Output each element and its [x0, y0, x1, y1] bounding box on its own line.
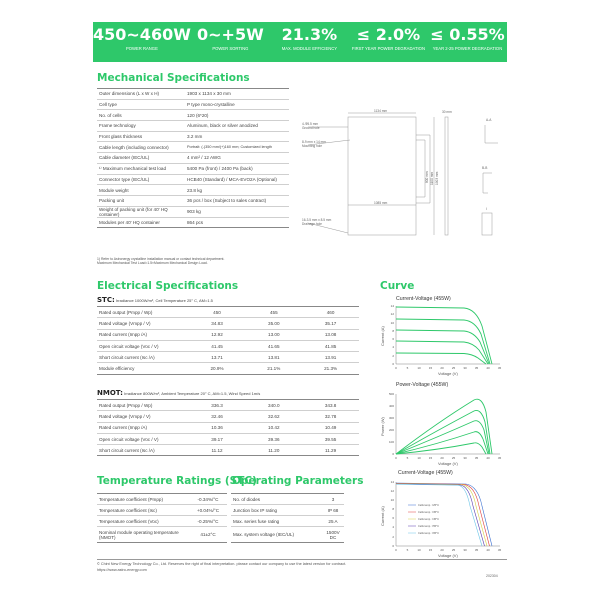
- svg-text:0: 0: [395, 366, 397, 370]
- svg-text:Power (W): Power (W): [380, 417, 385, 436]
- svg-text:6: 6: [392, 337, 394, 341]
- table-row: Nominal module operating temperature (NMOT) 41±2°C: [97, 527, 227, 543]
- temperature-title: Temperature Ratings (STC): [97, 475, 257, 487]
- kpi-efficiency: 21.3% MAX. MODULE EFFICIENCY: [281, 25, 338, 51]
- temperature-table: [97, 493, 227, 543]
- svg-text:300: 300: [388, 416, 394, 420]
- svg-text:0: 0: [395, 548, 397, 552]
- svg-text:0: 0: [392, 362, 394, 366]
- table-row: Rated current (Impp /A) 10.36 10.42 10.49: [97, 422, 359, 433]
- svg-text:Cells temp. =25°C: Cells temp. =25°C: [418, 504, 440, 507]
- table-row: Temperature coefficient (Isc) +0.04%/°C: [97, 505, 227, 516]
- iv-chart-temperature: Current-Voltage (455W) 0 2 4 6 8 10 12 14 0 5 10 15 20 25 30 35 40 45 Voltage (V) Current (A) Cells temp. =25°C Cells temp. =35°C Cells temp. =45°C Cells temp. =55°C Cells temp. =65°C: [380, 470, 502, 558]
- table-row: Rated voltage (Vmpp / V) 34.83 35.00 35.17: [97, 318, 359, 329]
- svg-text:800 mm: 800 mm: [425, 171, 429, 183]
- table-row: Temperature coefficient (Voc) -0.25%/°C: [97, 516, 227, 527]
- table-row: Modules per 40' HQ container 864 pcs: [97, 217, 289, 228]
- drawing-width-label: 1134 mm: [374, 109, 388, 113]
- svg-text:25: 25: [451, 548, 456, 552]
- table-row: Junction box IP rating IP 68: [231, 505, 344, 516]
- svg-text:5: 5: [406, 548, 409, 552]
- table-row: Open circuit voltage (Voc / V) 41.45 41.65 41.85: [97, 340, 359, 351]
- svg-text:12: 12: [390, 312, 394, 316]
- svg-text:40: 40: [486, 456, 490, 460]
- svg-text:Ground hole: Ground hole: [302, 126, 320, 130]
- svg-text:A-A: A-A: [486, 118, 492, 122]
- svg-text:10: 10: [417, 548, 421, 552]
- svg-text:4: 4: [392, 345, 394, 349]
- svg-text:45: 45: [497, 366, 502, 370]
- svg-text:16-3.5 mm x 8.5 mm: 16-3.5 mm x 8.5 mm: [302, 218, 332, 222]
- svg-text:8: 8: [392, 507, 394, 511]
- operating-table: [231, 493, 344, 543]
- stc-table: [97, 306, 359, 375]
- mechanical-footnote: 1) Refer to Astronergy crystalline installation manual or contact technical department. Maximum Mechanical Test Load=1.5×Maximum Mechanical Design Load.: [97, 257, 225, 266]
- kpi-power-range: 450~460W POWER RANGE: [93, 25, 191, 51]
- svg-text:30 mm: 30 mm: [442, 110, 452, 114]
- svg-text:12: 12: [390, 489, 394, 493]
- table-row: Connector type (IEC/UL) HCB40 (Standard) / MCA-EVO2A (Optional): [97, 174, 289, 185]
- kpi-power-sorting: 0~+5W POWER SORTING: [197, 25, 264, 51]
- svg-text:400: 400: [388, 404, 394, 408]
- svg-text:10: 10: [417, 456, 421, 460]
- operating-title: Operating Parameters: [232, 475, 364, 487]
- svg-text:35: 35: [474, 548, 479, 552]
- table-row: Cell type P type mono-crystalline: [97, 99, 289, 110]
- table-row: Max. system voltage (IEC/UL) 1500V DC: [231, 527, 344, 543]
- table-row: ¹⁾ Maximum mechanical test load 5400 Pa (front) / 2400 Pa (back): [97, 163, 289, 174]
- table-row: Module efficiency 20.9% 21.1% 21.3%: [97, 363, 359, 374]
- svg-text:10: 10: [390, 321, 394, 325]
- table-row: Rated voltage (Vmpp / V) 32.46 32.62 32.78: [97, 411, 359, 422]
- svg-text:8: 8: [392, 329, 394, 333]
- table-row: Outer dimensions (L x W x H) 1903 x 1134 x 30 mm: [97, 89, 289, 100]
- table-row: Weight of packing unit (for 40' HQ container) 903 kg: [97, 206, 289, 217]
- svg-text:8-9 mm x 14 mm: 8-9 mm x 14 mm: [302, 140, 326, 144]
- svg-text:4: 4: [392, 525, 394, 529]
- drawing-inner-width-label: 1085 mm: [374, 201, 388, 205]
- electrical-title: Electrical Specifications: [97, 280, 239, 292]
- table-row: Max. series fuse rating 25 A: [231, 516, 344, 527]
- svg-text:40: 40: [486, 548, 490, 552]
- svg-text:200: 200: [388, 428, 394, 432]
- svg-text:35: 35: [474, 456, 479, 460]
- svg-text:0: 0: [392, 452, 394, 456]
- svg-text:5: 5: [406, 366, 409, 370]
- table-row: Cable length (including connector) Portrait: (-)350 mm/(+)160 mm; Customized length: [97, 142, 289, 153]
- svg-text:6: 6: [392, 516, 394, 520]
- table-row: Short circuit current (Isc /A) 11.12 11.20 11.29: [97, 445, 359, 456]
- svg-text:Voltage (V): Voltage (V): [438, 461, 458, 466]
- svg-text:Current (A): Current (A): [380, 506, 385, 526]
- svg-text:15: 15: [428, 456, 433, 460]
- kpi-first-year-degradation: ≤ 2.0% FIRST YEAR POWER DEGRADATION: [351, 25, 425, 51]
- curve-title: Curve: [380, 280, 415, 292]
- svg-text:15: 15: [428, 548, 433, 552]
- svg-text:Voltage (V): Voltage (V): [438, 553, 458, 558]
- svg-text:20: 20: [440, 548, 444, 552]
- document-code: 202304: [486, 574, 498, 578]
- svg-text:2: 2: [392, 535, 394, 539]
- svg-text:0: 0: [395, 456, 397, 460]
- table-row: Packing unit 36 pcs / box (Subject to sales contract): [97, 195, 289, 206]
- website-link[interactable]: https://www.astro-energy.com: [97, 567, 147, 572]
- svg-text:Drainage hole: Drainage hole: [302, 222, 322, 226]
- pv-chart-irradiance: Power-Voltage (455W) 0 100 200 300 400 500 0 5 10 15 20 25 30 35 40 45 Voltage (V) Power (W): [380, 382, 502, 466]
- kpi-banner: [93, 22, 507, 62]
- svg-text:14: 14: [390, 304, 394, 308]
- svg-text:5: 5: [406, 456, 409, 460]
- svg-text:1903 mm: 1903 mm: [435, 171, 439, 185]
- svg-text:100: 100: [388, 440, 394, 444]
- table-row: Open circuit voltage (Voc / V) 39.17 39.36 39.55: [97, 433, 359, 444]
- svg-text:Cells temp. =45°C: Cells temp. =45°C: [418, 518, 440, 521]
- svg-text:2: 2: [392, 354, 394, 358]
- svg-text:15: 15: [428, 366, 433, 370]
- svg-text:Voltage (V): Voltage (V): [438, 371, 458, 376]
- svg-text:10: 10: [417, 366, 421, 370]
- svg-text:25: 25: [451, 366, 456, 370]
- svg-text:Cells temp. =35°C: Cells temp. =35°C: [418, 511, 440, 514]
- kpi-annual-degradation: ≤ 0.55% YEAR 2-25 POWER DEGRADATION: [430, 25, 505, 51]
- table-row: Front glass thickness 3.2 mm: [97, 131, 289, 142]
- svg-text:Cells temp. =65°C: Cells temp. =65°C: [418, 532, 440, 535]
- module-dimension-drawing: [300, 105, 510, 245]
- table-row: Rated output (Pmpp / Wp) 450 455 460: [97, 307, 359, 318]
- footer-divider: [97, 559, 507, 560]
- svg-text:40: 40: [486, 366, 490, 370]
- svg-text:B-B: B-B: [482, 166, 488, 170]
- table-row: Cable diameter (IEC/UL) 4 mm² / 12 AWG: [97, 153, 289, 164]
- nmot-condition: NMOT: Irradiance 800W/m², Ambient Temperature 20° C, AM=1.5, Wind Speed 1m/s: [97, 389, 261, 397]
- svg-text:I: I: [486, 207, 487, 211]
- iv-chart-irradiance: Current-Voltage (455W) 0 2 4 6 8 10 12 14 0 5 10 15 20 25 30 35 40 45 Voltage (V) Current (A): [380, 296, 502, 376]
- mechanical-table: [97, 88, 289, 228]
- footer: © Chint New Energy Technology Co., Ltd. Reserves the right of final interpretation. please contact our company to use the latest version for contract. https://www.astro-energy.com: [97, 562, 347, 572]
- svg-text:30: 30: [463, 456, 467, 460]
- svg-text:14: 14: [390, 480, 394, 484]
- table-row: Short circuit current (Isc /A) 13.71 13.81 13.91: [97, 352, 359, 363]
- svg-text:1100 mm: 1100 mm: [430, 171, 434, 185]
- svg-text:4-Φ5.5 mm: 4-Φ5.5 mm: [302, 122, 319, 126]
- stc-condition: STC: Irradiance 1000W/m², Cell Temperature 25° C, AM=1.5: [97, 296, 213, 304]
- nmot-table: [97, 399, 359, 456]
- svg-text:Current (A): Current (A): [380, 326, 385, 346]
- svg-text:10: 10: [390, 498, 394, 502]
- svg-text:500: 500: [388, 392, 394, 396]
- svg-text:0: 0: [392, 544, 394, 548]
- svg-text:30: 30: [463, 548, 467, 552]
- svg-text:35: 35: [474, 366, 479, 370]
- svg-text:Cells temp. =55°C: Cells temp. =55°C: [418, 525, 440, 528]
- svg-text:45: 45: [497, 456, 502, 460]
- table-row: Frame technology Aluminum, black or silver anodized: [97, 121, 289, 132]
- table-row: Rated current (Impp /A) 12.92 13.00 13.08: [97, 329, 359, 340]
- mechanical-title: Mechanical Specifications: [97, 72, 250, 84]
- svg-text:30: 30: [463, 366, 467, 370]
- svg-text:20: 20: [440, 456, 444, 460]
- table-row: No. of cells 120 (6*20): [97, 110, 289, 121]
- table-row: Rated output (Pmpp / Wp) 336.3 340.0 343.8: [97, 400, 359, 411]
- table-row: Temperature coefficient (Pmpp) -0.34%/°C: [97, 494, 227, 505]
- svg-text:45: 45: [497, 548, 502, 552]
- table-row: No. of diodes 3: [231, 494, 344, 505]
- svg-text:Mounting hole: Mounting hole: [302, 144, 323, 148]
- svg-text:25: 25: [451, 456, 456, 460]
- table-row: Module weight 23.8 kg: [97, 185, 289, 196]
- svg-text:20: 20: [440, 366, 444, 370]
- temperature-legend: [418, 503, 439, 535]
